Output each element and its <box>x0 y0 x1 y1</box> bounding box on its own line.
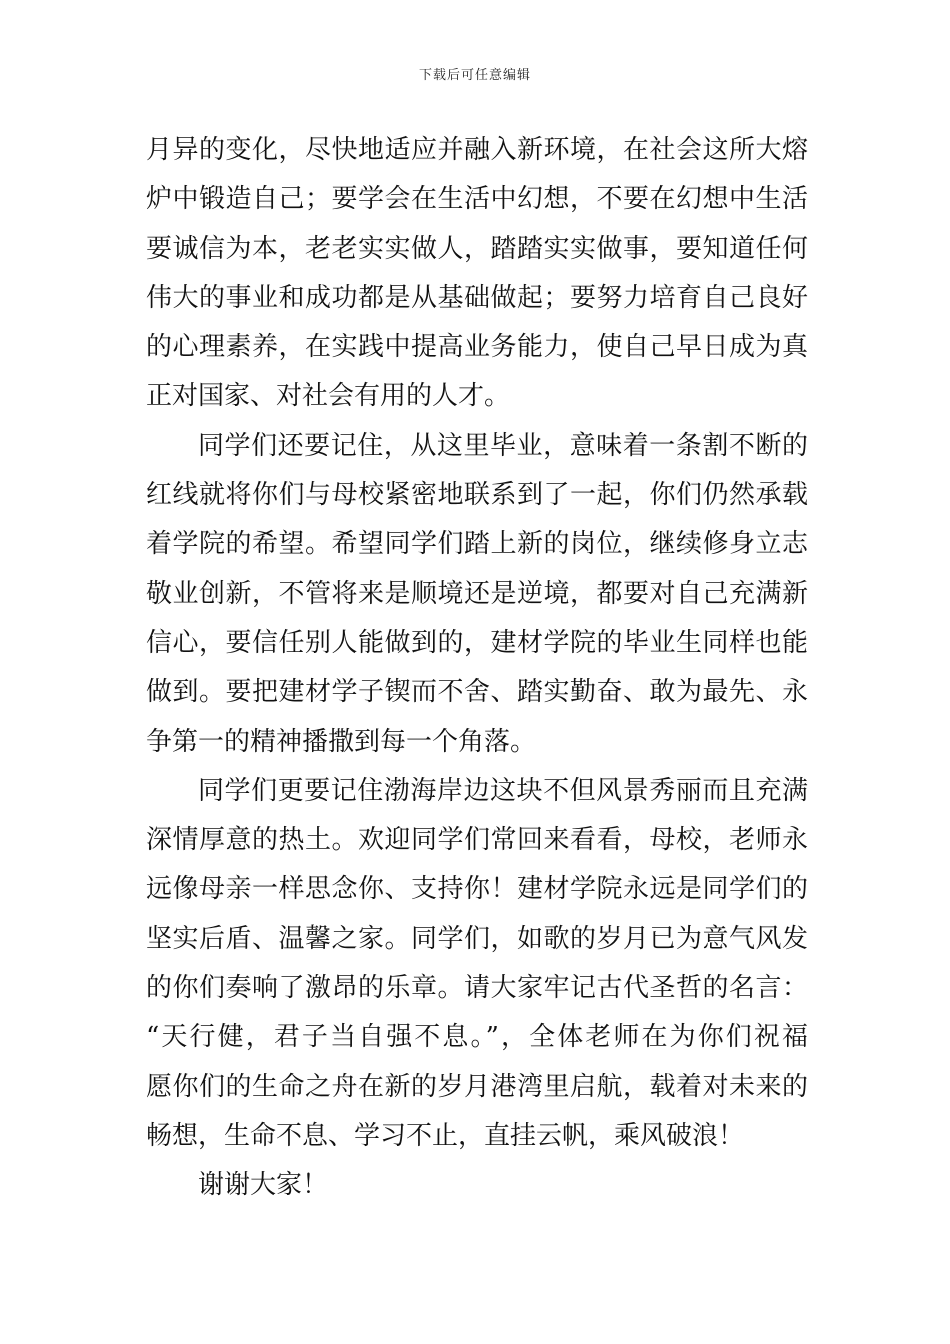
text-line: 坚实后盾、温馨之家。同学们，如歌的岁月已为意气风发 <box>146 923 808 954</box>
text-line: 红线就将你们与母校紧密地联系到了一起，你们仍然承载 <box>146 480 808 511</box>
text-line: 畅想，生命不息、学习不止，直挂云帆，乘风破浪！ <box>146 1120 745 1151</box>
text-line: 要诚信为本，老老实实做人，踏踏实实做事，要知道任何 <box>146 233 808 264</box>
text-line: 敬业创新，不管将来是顺境还是逆境，都要对自己充满新 <box>146 578 808 609</box>
text-line: “天行健，君子当自强不息。”，全体老师在为你们祝福 <box>146 1022 808 1053</box>
paragraph-start-line: 同学们更要记住渤海岸边这块不但风景秀丽而且充满 <box>198 775 808 806</box>
text-line: 的你们奏响了激昂的乐章。请大家牢记古代圣哲的名言： <box>146 973 808 1004</box>
body-text <box>146 126 808 1211</box>
text-line: 月异的变化，尽快地适应并融入新环境，在社会这所大熔 <box>146 135 808 165</box>
closing-line: 谢谢大家！ <box>198 1170 329 1201</box>
text-line: 做到。要把建材学子锲而不舍、踏实勤奋、敢为最先、永 <box>146 677 808 708</box>
text-line: 争第一的精神播撒到每一个角落。 <box>146 726 537 757</box>
text-line: 的心理素养，在实践中提高业务能力，使自己早日成为真 <box>146 332 808 363</box>
text-line: 炉中锻造自己；要学会在生活中幻想，不要在幻想中生活 <box>146 184 808 215</box>
text-line: 远像母亲一样思念你、支持你！建材学院永远是同学们的 <box>146 874 808 905</box>
text-line: 深情厚意的热土。欢迎同学们常回来看看，母校，老师永 <box>146 825 808 856</box>
header-note: 下载后可任意编辑 <box>418 68 531 83</box>
text-line: 正对国家、对社会有用的人才。 <box>146 381 511 412</box>
text-line: 着学院的希望。希望同学们踏上新的岗位，继续修身立志 <box>146 529 808 560</box>
text-line: 愿你们的生命之舟在新的岁月港湾里启航，载着对未来的 <box>146 1071 808 1102</box>
text-line: 信心，要信任别人能做到的，建材学院的毕业生同样也能 <box>146 627 808 658</box>
text-line: 伟大的事业和成功都是从基础做起；要努力培育自己良好 <box>146 282 808 313</box>
paragraph-start-line: 同学们还要记住，从这里毕业，意味着一条割不断的 <box>198 430 808 461</box>
